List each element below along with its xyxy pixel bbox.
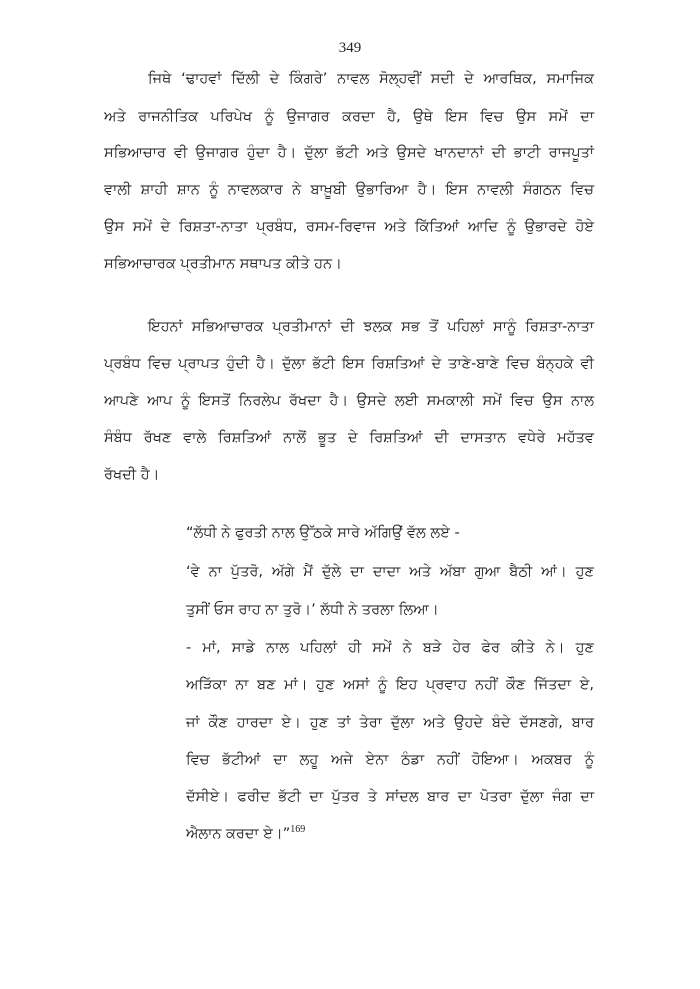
paragraph-line: ਸਭਿਆਚਾਰਕ ਪ੍ਰਤੀਮਾਨ ਸਥਾਪਤ ਕੀਤੇ ਹਨ। [104,256,342,272]
paragraph-line: ਆਪਣੇ ਆਪ ਨੂੰ ਇਸਤੋਂ ਨਿਰਲੇਪ ਰੱਖਦਾ ਹੈ। ਉਸਦੇ ਲਈ ਸਮਕਾਲੀ ਸਮੇਂ ਵਿਚ ਉਸ ਨਾਲ [104,393,594,409]
quote-line: ਜਾਂ ਕੌਣ ਹਾਰਦਾ ਏ। ਹੁਣ ਤਾਂ ਤੇਰਾ ਦੁੱਲਾ ਅਤੇ ਉਹਦੇ ਬੰਦੇ ਦੱਸਣਗੇ, ਬਾਰ [186,715,594,731]
quote-line: ਵਿਚ ਭੱਟੀਆਂ ਦਾ ਲਹੂ ਅਜੇ ਏਨਾ ਠੰਡਾ ਨਹੀਂ ਹੋਇਆ। ਅਕਬਰ ਨੂੰ [186,752,594,768]
paragraph-line: ਪ੍ਰਬੰਧ ਵਿਚ ਪ੍ਰਾਪਤ ਹੁੰਦੀ ਹੈ। ਦੁੱਲਾ ਭੱਟੀ ਇਸ ਰਿਸ਼ਤਿਆਂ ਦੇ ਤਾਣੇ-ਬਾਣੇ ਵਿਚ ਬੰਨ੍ਹਕੇ ਵੀ [104,356,594,372]
quote-text: ਐਲਾਨ ਕਰਦਾ ਏ।” [186,826,291,842]
paragraph-line: ਇਹਨਾਂ ਸਭਿਆਚਾਰਕ ਪ੍ਰਤੀਮਾਨਾਂ ਦੀ ਝਲਕ ਸਭ ਤੋਂ ਪਹਿਲਾਂ ਸਾਨੂੰ ਰਿਸ਼ਤਾ-ਨਾਤਾ [148,319,594,335]
paragraph-line: ਰੱਖਦੀ ਹੈ। [104,467,160,483]
paragraph-line: ਸੰਬੰਧ ਰੱਖਣ ਵਾਲੇ ਰਿਸ਼ਤਿਆਂ ਨਾਲੋਂ ਭੂਤ ਦੇ ਰਿਸ਼ਤਿਆਂ ਦੀ ਦਾਸਤਾਨ ਵਧੇਰੇ ਮਹੱਤਵ [104,430,594,446]
quote-line: ‘ਵੇ ਨਾ ਪੁੱਤਰੋ, ਅੱਗੇ ਮੈਂ ਦੁੱਲੇ ਦਾ ਦਾਦਾ ਅਤੇ ਅੱਬਾ ਗੁਆ ਬੈਠੀ ਆਂ। ਹੁਣ [186,564,594,580]
quote-line: ਅੜਿੱਕਾ ਨਾ ਬਣ ਮਾਂ। ਹੁਣ ਅਸਾਂ ਨੂੰ ਇਹ ਪ੍ਰਵਾਹ ਨਹੀਂ ਕੌਣ ਜਿੱਤਦਾ ਏ, [186,677,594,693]
quote-line: “ਲੱਧੀ ਨੇ ਫੁਰਤੀ ਨਾਲ ਉੱਠਕੇ ਸਾਰੇ ਅੱਗਿਉਂ ਵੱਲ ਲਏ - [186,525,460,541]
paragraph-line: ਉਸ ਸਮੇਂ ਦੇ ਰਿਸ਼ਤਾ-ਨਾਤਾ ਪ੍ਰਬੰਧ, ਰਸਮ-ਰਿਵਾਜ ਅਤੇ ਕਿੱਤਿਆਂ ਆਦਿ ਨੂੰ ਉਭਾਰਦੇ ਹੋਏ [104,219,594,235]
quote-line: - ਮਾਂ, ਸਾਡੇ ਨਾਲ ਪਹਿਲਾਂ ਹੀ ਸਮੇਂ ਨੇ ਬੜੇ ਹੇਰ ਫੇਰ ਕੀਤੇ ਨੇ। ਹੁਣ [186,640,594,656]
paragraph-line: ਅਤੇ ਰਾਜਨੀਤਿਕ ਪਰਿਪੇਖ ਨੂੰ ਉਜਾਗਰ ਕਰਦਾ ਹੈ, ਉਥੇ ਇਸ ਵਿਚ ਉਸ ਸਮੇਂ ਦਾ [104,109,594,125]
paragraph-line: ਵਾਲੀ ਸ਼ਾਹੀ ਸ਼ਾਨ ਨੂੰ ਨਾਵਲਕਾਰ ਨੇ ਬਾਖ਼ੂਬੀ ਉਭਾਰਿਆ ਹੈ। ਇਸ ਨਾਵਲੀ ਸੰਗਠਨ ਵਿਚ [104,182,594,198]
quote-line-last [186,824,305,844]
page-number: 349 [338,40,362,56]
paragraph-line: ਸਭਿਆਚਾਰ ਵੀ ਉਜਾਗਰ ਹੁੰਦਾ ਹੈ। ਦੁੱਲਾ ਭੱਟੀ ਅਤੇ ਉਸਦੇ ਖਾਨਦਾਨਾਂ ਦੀ ਭਾਟੀ ਰਾਜਪੂਤਾਂ [104,145,594,161]
footnote-reference[interactable]: 169 [290,824,306,836]
quote-line: ਤੁਸੀਂ ਓਸ ਰਾਹ ਨਾ ਤੁਰੋ।’ ਲੱਧੀ ਨੇ ਤਰਲਾ ਲਿਆ। [186,602,439,618]
quote-line: ਦੱਸੀਏ। ਫਰੀਦ ਭੱਟੀ ਦਾ ਪੁੱਤਰ ਤੇ ਸਾਂਦਲ ਬਾਰ ਦਾ ਪੋਤਰਾ ਦੁੱਲਾ ਜੰਗ ਦਾ [186,789,594,805]
paragraph-line: ਜਿਥੇ ‘ਢਾਹਵਾਂ ਦਿੱਲੀ ਦੇ ਕਿੰਗਰੇ’ ਨਾਵਲ ਸੋਲ੍ਹਵੀਂ ਸਦੀ ਦੇ ਆਰਥਿਕ, ਸਮਾਜਿਕ [148,71,594,87]
